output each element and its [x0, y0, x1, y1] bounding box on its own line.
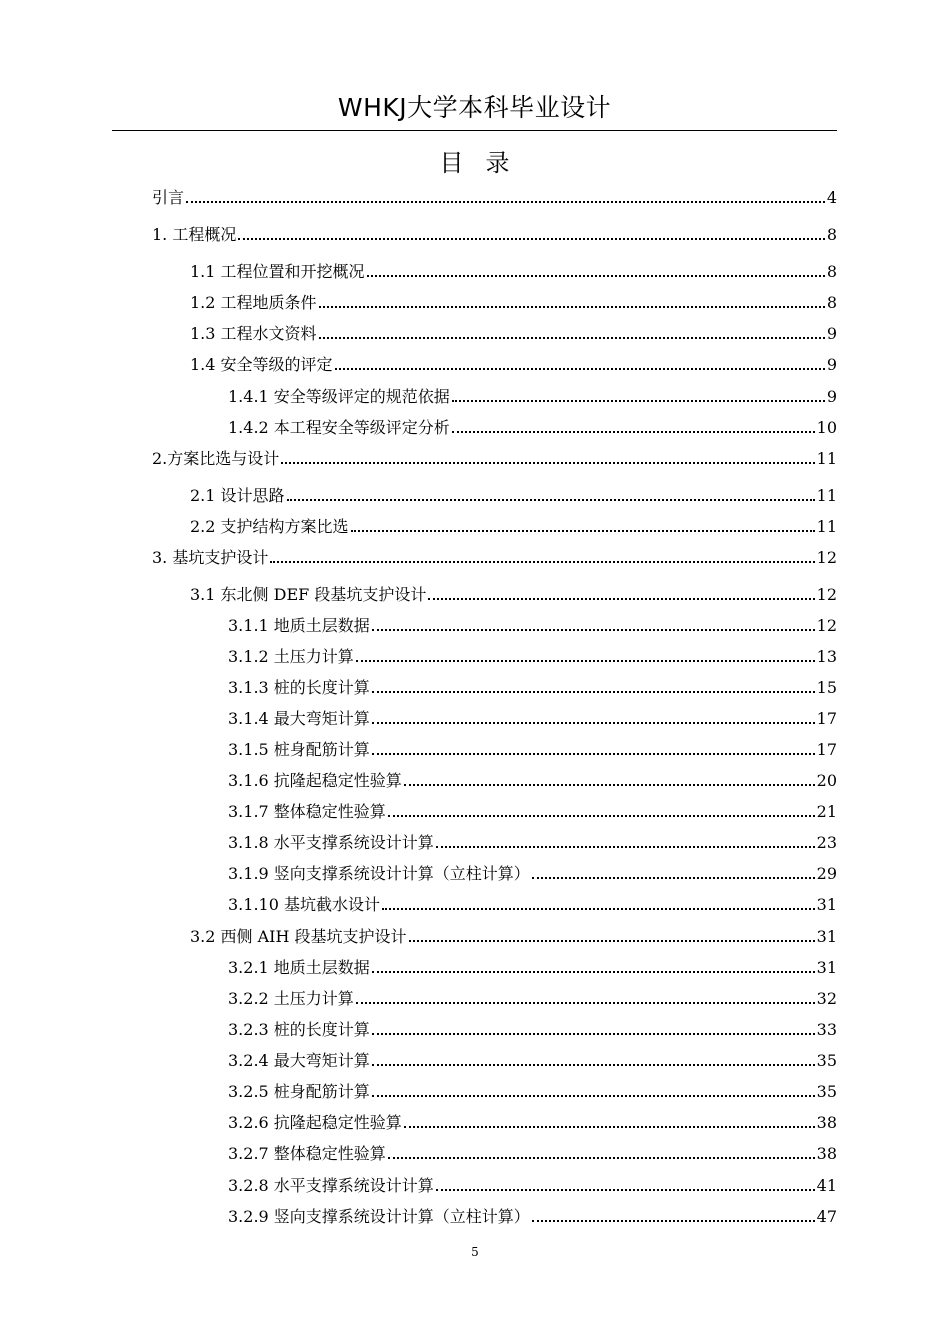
toc-dot-leader: [388, 1157, 815, 1159]
toc-entry-page: 31: [816, 958, 837, 977]
toc-entry-label: 3.1.3 桩的长度计算: [228, 678, 370, 697]
toc-entry[interactable]: [190, 322, 837, 344]
toc-entry[interactable]: [228, 1018, 837, 1040]
toc-entry-page: 12: [816, 585, 837, 604]
toc-entry-page: 41: [816, 1176, 837, 1195]
toc-entry-label: 3.1.7 整体稳定性验算: [228, 802, 386, 821]
toc-entry-label: 1.4 安全等级的评定: [190, 355, 333, 374]
toc-entry[interactable]: [190, 353, 837, 375]
toc-entry-label: 3.1 东北侧 DEF 段基坑支护设计: [190, 585, 427, 604]
toc-dot-leader: [382, 908, 815, 910]
toc-entry-label: 3.2.9 竖向支撑系统设计计算（立柱计算）: [228, 1207, 530, 1226]
toc-entry-page: 8: [826, 293, 837, 312]
toc-entry-page: 8: [826, 225, 837, 244]
toc-entry[interactable]: [228, 416, 837, 438]
toc-dot-leader: [270, 561, 814, 563]
toc-dot-leader: [335, 368, 825, 370]
toc-entry-page: 9: [826, 355, 837, 374]
toc-dot-leader: [436, 846, 815, 848]
toc-dot-leader: [388, 815, 815, 817]
toc-entry[interactable]: [228, 676, 837, 698]
toc-entry[interactable]: [228, 1111, 837, 1133]
toc-dot-leader: [372, 722, 815, 724]
toc-entry[interactable]: [190, 291, 837, 313]
toc-entry[interactable]: [228, 831, 837, 853]
toc-dot-leader: [372, 971, 815, 973]
toc-entry-label: 1.2 工程地质条件: [190, 293, 317, 312]
toc-dot-leader: [372, 1095, 815, 1097]
header-divider: [112, 130, 837, 131]
toc-entry-label: 3.1.5 桩身配筋计算: [228, 740, 370, 759]
toc-entry-page: 47: [816, 1207, 837, 1226]
toc-dot-leader: [281, 462, 814, 464]
toc-entry-label: 2.方案比选与设计: [152, 449, 280, 468]
toc-dot-leader: [372, 691, 815, 693]
toc-entry-label: 3.2.2 土压力计算: [228, 989, 354, 1008]
toc-entry[interactable]: [228, 956, 837, 978]
toc-entry-page: 35: [816, 1082, 837, 1101]
toc-entry-label: 3.2.5 桩身配筋计算: [228, 1082, 370, 1101]
toc-entry-page: 17: [816, 709, 837, 728]
toc-entry-label: 3.1.1 地质土层数据: [228, 616, 370, 635]
toc-entry[interactable]: [228, 645, 837, 667]
toc-entry-label: 3.2 西侧 AIH 段基坑支护设计: [190, 927, 407, 946]
toc-entry[interactable]: [190, 260, 837, 282]
toc-entry-page: 23: [816, 833, 837, 852]
toc-entry-label: 3.1.8 水平支撑系统设计计算: [228, 833, 434, 852]
toc-dot-leader: [356, 1002, 815, 1004]
toc-entry[interactable]: [190, 515, 837, 537]
toc-dot-leader: [372, 753, 815, 755]
toc-dot-leader: [367, 275, 825, 277]
toc-entry[interactable]: [228, 862, 837, 884]
toc-entry[interactable]: [228, 800, 837, 822]
toc-entry-page: 35: [816, 1051, 837, 1070]
toc-entry-page: 38: [816, 1144, 837, 1163]
toc-entry-page: 38: [816, 1113, 837, 1132]
toc-entry-page: 11: [816, 486, 837, 505]
toc-entry[interactable]: [228, 614, 837, 636]
toc-entry-page: 12: [816, 548, 837, 567]
toc-entry-page: 17: [816, 740, 837, 759]
toc-entry[interactable]: [228, 1080, 837, 1102]
toc-dot-leader: [372, 1064, 815, 1066]
toc-entry-page: 15: [816, 678, 837, 697]
toc-entry-label: 3.2.7 整体稳定性验算: [228, 1144, 386, 1163]
toc-dot-leader: [452, 400, 825, 402]
toc-dot-leader: [452, 431, 815, 433]
toc-entry-label: 1.1 工程位置和开挖概况: [190, 262, 365, 281]
toc-dot-leader: [532, 877, 815, 879]
toc-entry-label: 3.2.3 桩的长度计算: [228, 1020, 370, 1039]
toc-title: 目录: [439, 149, 532, 177]
toc-entry[interactable]: [228, 707, 837, 729]
toc-entry-page: 9: [826, 324, 837, 343]
toc-entry-label: 3.2.8 水平支撑系统设计计算: [228, 1176, 434, 1195]
toc-entry[interactable]: [228, 769, 837, 791]
toc-entry-page: 33: [816, 1020, 837, 1039]
toc-dot-leader: [372, 629, 815, 631]
toc-entry[interactable]: [228, 385, 837, 407]
toc-dot-leader: [238, 238, 824, 240]
toc-entry-label: 1.4.2 本工程安全等级评定分析: [228, 418, 450, 437]
toc-entry-page: 11: [816, 449, 837, 468]
toc-entry-label: 3.1.2 土压力计算: [228, 647, 354, 666]
toc-entry-label: 引言: [152, 188, 185, 207]
toc-entry-label: 1.3 工程水文资料: [190, 324, 317, 343]
toc-dot-leader: [186, 201, 825, 203]
toc-entry-page: 9: [826, 387, 837, 406]
toc-dot-leader: [409, 940, 815, 942]
toc-entry-label: 2.2 支护结构方案比选: [190, 517, 349, 536]
toc-entry-page: 12: [816, 616, 837, 635]
toc-entry[interactable]: [228, 738, 837, 760]
toc-entry-page: 31: [816, 927, 837, 946]
toc-entry-page: 10: [816, 418, 837, 437]
toc-entry-label: 3.2.6 抗隆起稳定性验算: [228, 1113, 402, 1132]
toc-dot-leader: [319, 306, 825, 308]
toc-entry[interactable]: [152, 447, 837, 469]
toc-entry-label: 3.1.9 竖向支撑系统设计计算（立柱计算）: [228, 864, 530, 883]
toc-entry[interactable]: [190, 484, 837, 506]
toc-entry[interactable]: [190, 583, 837, 605]
toc-entry-label: 3.1.10 基坑截水设计: [228, 895, 380, 914]
toc-entry[interactable]: [152, 186, 837, 208]
toc-dot-leader: [532, 1220, 815, 1222]
toc-entry[interactable]: [228, 1142, 837, 1164]
toc-entry-page: 4: [826, 188, 837, 207]
toc-dot-leader: [319, 337, 825, 339]
page-header-title: WHKJ大学本科毕业设计: [337, 93, 612, 122]
toc-entry[interactable]: [228, 987, 837, 1009]
toc-entry[interactable]: [228, 1205, 837, 1227]
toc-dot-leader: [351, 530, 815, 532]
toc-entry-label: 1.4.1 安全等级评定的规范依据: [228, 387, 450, 406]
toc-entry[interactable]: [152, 546, 837, 568]
toc-entry-page: 29: [816, 864, 837, 883]
toc-entry-page: 31: [816, 895, 837, 914]
toc-dot-leader: [356, 660, 815, 662]
toc-entry-page: 13: [816, 647, 837, 666]
toc-entry-label: 3.2.1 地质土层数据: [228, 958, 370, 977]
toc-entry[interactable]: [228, 1049, 837, 1071]
toc-entry-label: 2.1 设计思路: [190, 486, 285, 505]
toc-entry[interactable]: [190, 925, 837, 947]
toc-entry-label: 3. 基坑支护设计: [152, 548, 269, 567]
toc-dot-leader: [404, 1126, 815, 1128]
toc-entry[interactable]: [152, 223, 837, 245]
toc-entry-page: 20: [816, 771, 837, 790]
toc-entry-page: 8: [826, 262, 837, 281]
toc-entry-page: 11: [816, 517, 837, 536]
toc-entry[interactable]: [228, 893, 837, 915]
toc-entry-page: 32: [816, 989, 837, 1008]
toc-dot-leader: [372, 1033, 815, 1035]
toc-entry[interactable]: [228, 1174, 837, 1196]
toc-dot-leader: [287, 499, 815, 501]
toc-entry-page: 21: [816, 802, 837, 821]
toc-entry-label: 3.1.6 抗隆起稳定性验算: [228, 771, 402, 790]
toc-dot-leader: [436, 1189, 815, 1191]
toc-dot-leader: [404, 784, 815, 786]
toc-dot-leader: [428, 598, 814, 600]
toc-entry-label: 3.1.4 最大弯矩计算: [228, 709, 370, 728]
toc-entry-label: 1. 工程概况: [152, 225, 237, 244]
page-number: 5: [471, 1245, 479, 1259]
toc-entry-label: 3.2.4 最大弯矩计算: [228, 1051, 370, 1070]
